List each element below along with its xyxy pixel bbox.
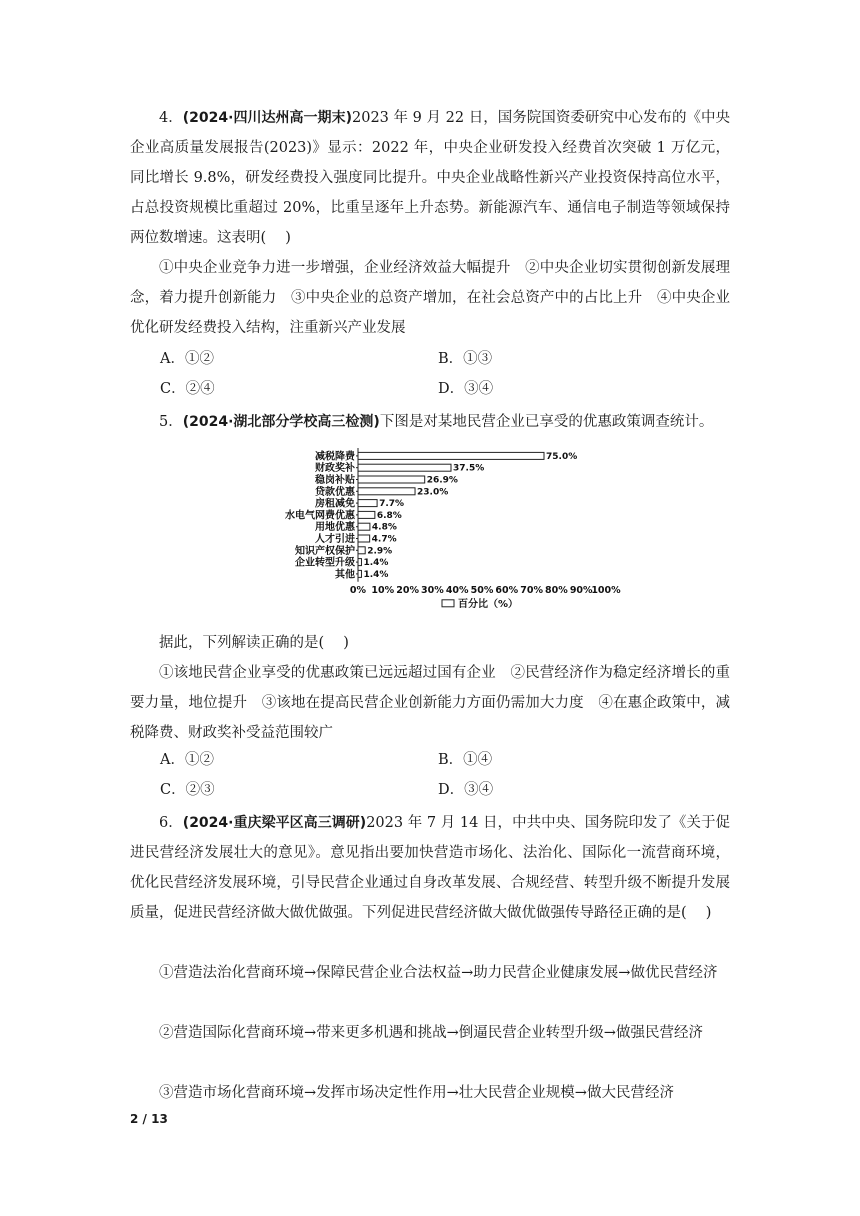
bar: [358, 452, 544, 459]
bar: [358, 488, 415, 495]
data-label: 2.9%: [367, 546, 393, 557]
question-4-statements: ①中央企业竞争力进一步增强，企业经济效益大幅提升 ②中央企业切实贯彻创新发展理念，着力提升创新能力 ③中央企业的总资产增加，在社会总资产中的占比上升 ④中央企业优化研发经费投入结构，注重新兴产业发展: [130, 260, 730, 336]
bar: [358, 500, 377, 507]
question-text: 2023 年 9 月 22 日，国务院国资委研究中心发布的《中央企业高质量发展报告(2023)》显示：2022 年，中央企业研发投入经费首次突破 1 万亿元，同比增长 9.8%，研发经费投入强度同比提升。中央企业战略性新兴产业投资保持高位水平，占总投资规模比重超过 20%，比重呈逐年上升态势。新能源汽车、通信电子制造等领域保持两位数增速。这表明( ): [130, 110, 730, 246]
x-tick-label: 0%: [349, 584, 367, 596]
data-label: 1.4%: [363, 569, 389, 580]
category-label: 减税降费: [315, 451, 355, 463]
category-label: 财政奖补: [315, 463, 355, 475]
question-source: (2024·四川达州高一期末): [182, 110, 352, 126]
x-tick-label: 50%: [470, 584, 494, 596]
option-row: [160, 374, 720, 404]
legend-swatch: [442, 600, 454, 607]
question-5-options: [160, 745, 720, 805]
question-number: 6．: [159, 815, 183, 831]
question-5-prompt: 据此，下列解读正确的是( ): [159, 635, 349, 651]
question-text: 下图是对某地民营企业已享受的优惠政策调查统计。: [379, 414, 714, 430]
category-label: 稳岗补贴: [315, 475, 355, 486]
option-a: A．①②: [160, 752, 214, 768]
question-text: 2023 年 7 月 14 日，中共中央、国务院印发了《关于促进民营经济发展壮大的意见》。意见指出要加快营造市场化、法治化、国际化一流营商环境，优化民营经济发展环境，引导民营企业通过自身改革发展、合规经营、转型升级不断提升发展质量，促进民营经济做大做优做强。下列促进民营经济做大做优做强传导路径正确的是( ): [130, 815, 730, 921]
category-label: 其他: [335, 569, 355, 581]
option-c: C．②④: [160, 381, 215, 397]
question-4-options: [160, 344, 720, 404]
option-row: [160, 775, 720, 805]
question-5-statements: ①该地民营企业享受的优惠政策已远远超过国有企业 ②民营经济作为稳定经济增长的重要力量，地位提升 ③该地在提高民营企业创新能力方面仍需加大力度 ④在惠企政策中，减税降费、财政奖补受益范围较广: [130, 665, 730, 741]
option-row: [160, 344, 720, 374]
option-row: [160, 745, 720, 775]
data-label: 26.9%: [426, 475, 458, 486]
category-label: 房租减免: [315, 498, 355, 510]
x-tick-label: 90%: [569, 584, 593, 596]
question-source: (2024·湖北部分学校高三检测): [182, 414, 380, 430]
bar: [358, 476, 425, 483]
transmission-path-2: ②营造国际化营商环境→带来更多机遇和挑战→倒逼民营企业转型升级→做强民营经济: [159, 1025, 703, 1041]
data-label: 4.8%: [371, 522, 397, 533]
data-label: 4.7%: [371, 534, 397, 545]
transmission-path-3: ③营造市场化营商环境→发挥市场决定性作用→壮大民营企业规模→做大民营经济: [159, 1085, 674, 1101]
page-number: 2 / 13: [130, 1112, 168, 1126]
category-label: 贷款优惠: [315, 486, 355, 498]
x-tick-label: 100%: [591, 584, 621, 596]
data-label: 75.0%: [546, 451, 578, 462]
question-5-stem: [130, 407, 730, 437]
data-label: 6.8%: [376, 510, 402, 521]
legend-label: 百分比（%）: [458, 598, 519, 610]
data-label: 23.0%: [417, 487, 449, 498]
x-tick-label: 20%: [396, 584, 419, 596]
bar: [358, 535, 370, 542]
data-label: 7.7%: [379, 499, 405, 510]
data-label: 37.5%: [453, 463, 485, 474]
x-tick-label: 10%: [371, 584, 395, 596]
policy-bar-chart: [262, 444, 632, 624]
question-number: 4．: [159, 110, 183, 126]
option-d: D．③④: [438, 782, 494, 798]
category-label: 水电气网费优惠: [285, 510, 355, 522]
x-tick-label: 30%: [421, 584, 444, 596]
option-d: D．③④: [438, 381, 494, 397]
question-4-stem: [130, 103, 730, 253]
category-label: 用地优惠: [315, 522, 355, 534]
bar: [358, 559, 361, 566]
option-b: B．①③: [438, 351, 493, 367]
question-number: 5．: [159, 414, 183, 430]
category-label: 企业转型升级: [295, 557, 355, 569]
bar: [358, 464, 451, 471]
bar: [358, 547, 365, 554]
option-c: C．②③: [160, 782, 215, 798]
x-tick-label: 70%: [520, 584, 543, 596]
category-label: 知识产权保护: [295, 545, 355, 557]
bar: [358, 523, 370, 530]
bar: [358, 570, 361, 577]
data-label: 1.4%: [363, 558, 389, 569]
question-source: (2024·重庆梁平区高三调研): [182, 815, 367, 831]
x-tick-label: 60%: [495, 584, 519, 596]
option-a: A．①②: [160, 351, 214, 367]
option-b: B．①④: [438, 752, 493, 768]
x-tick-label: 80%: [545, 584, 568, 596]
x-tick-label: 40%: [445, 584, 469, 596]
transmission-path-1: ①营造法治化营商环境→保障民营企业合法权益→助力民营企业健康发展→做优民营经济: [159, 965, 718, 981]
category-label: 人才引进: [315, 534, 355, 545]
bar: [358, 511, 375, 518]
question-6-stem: [130, 808, 730, 928]
